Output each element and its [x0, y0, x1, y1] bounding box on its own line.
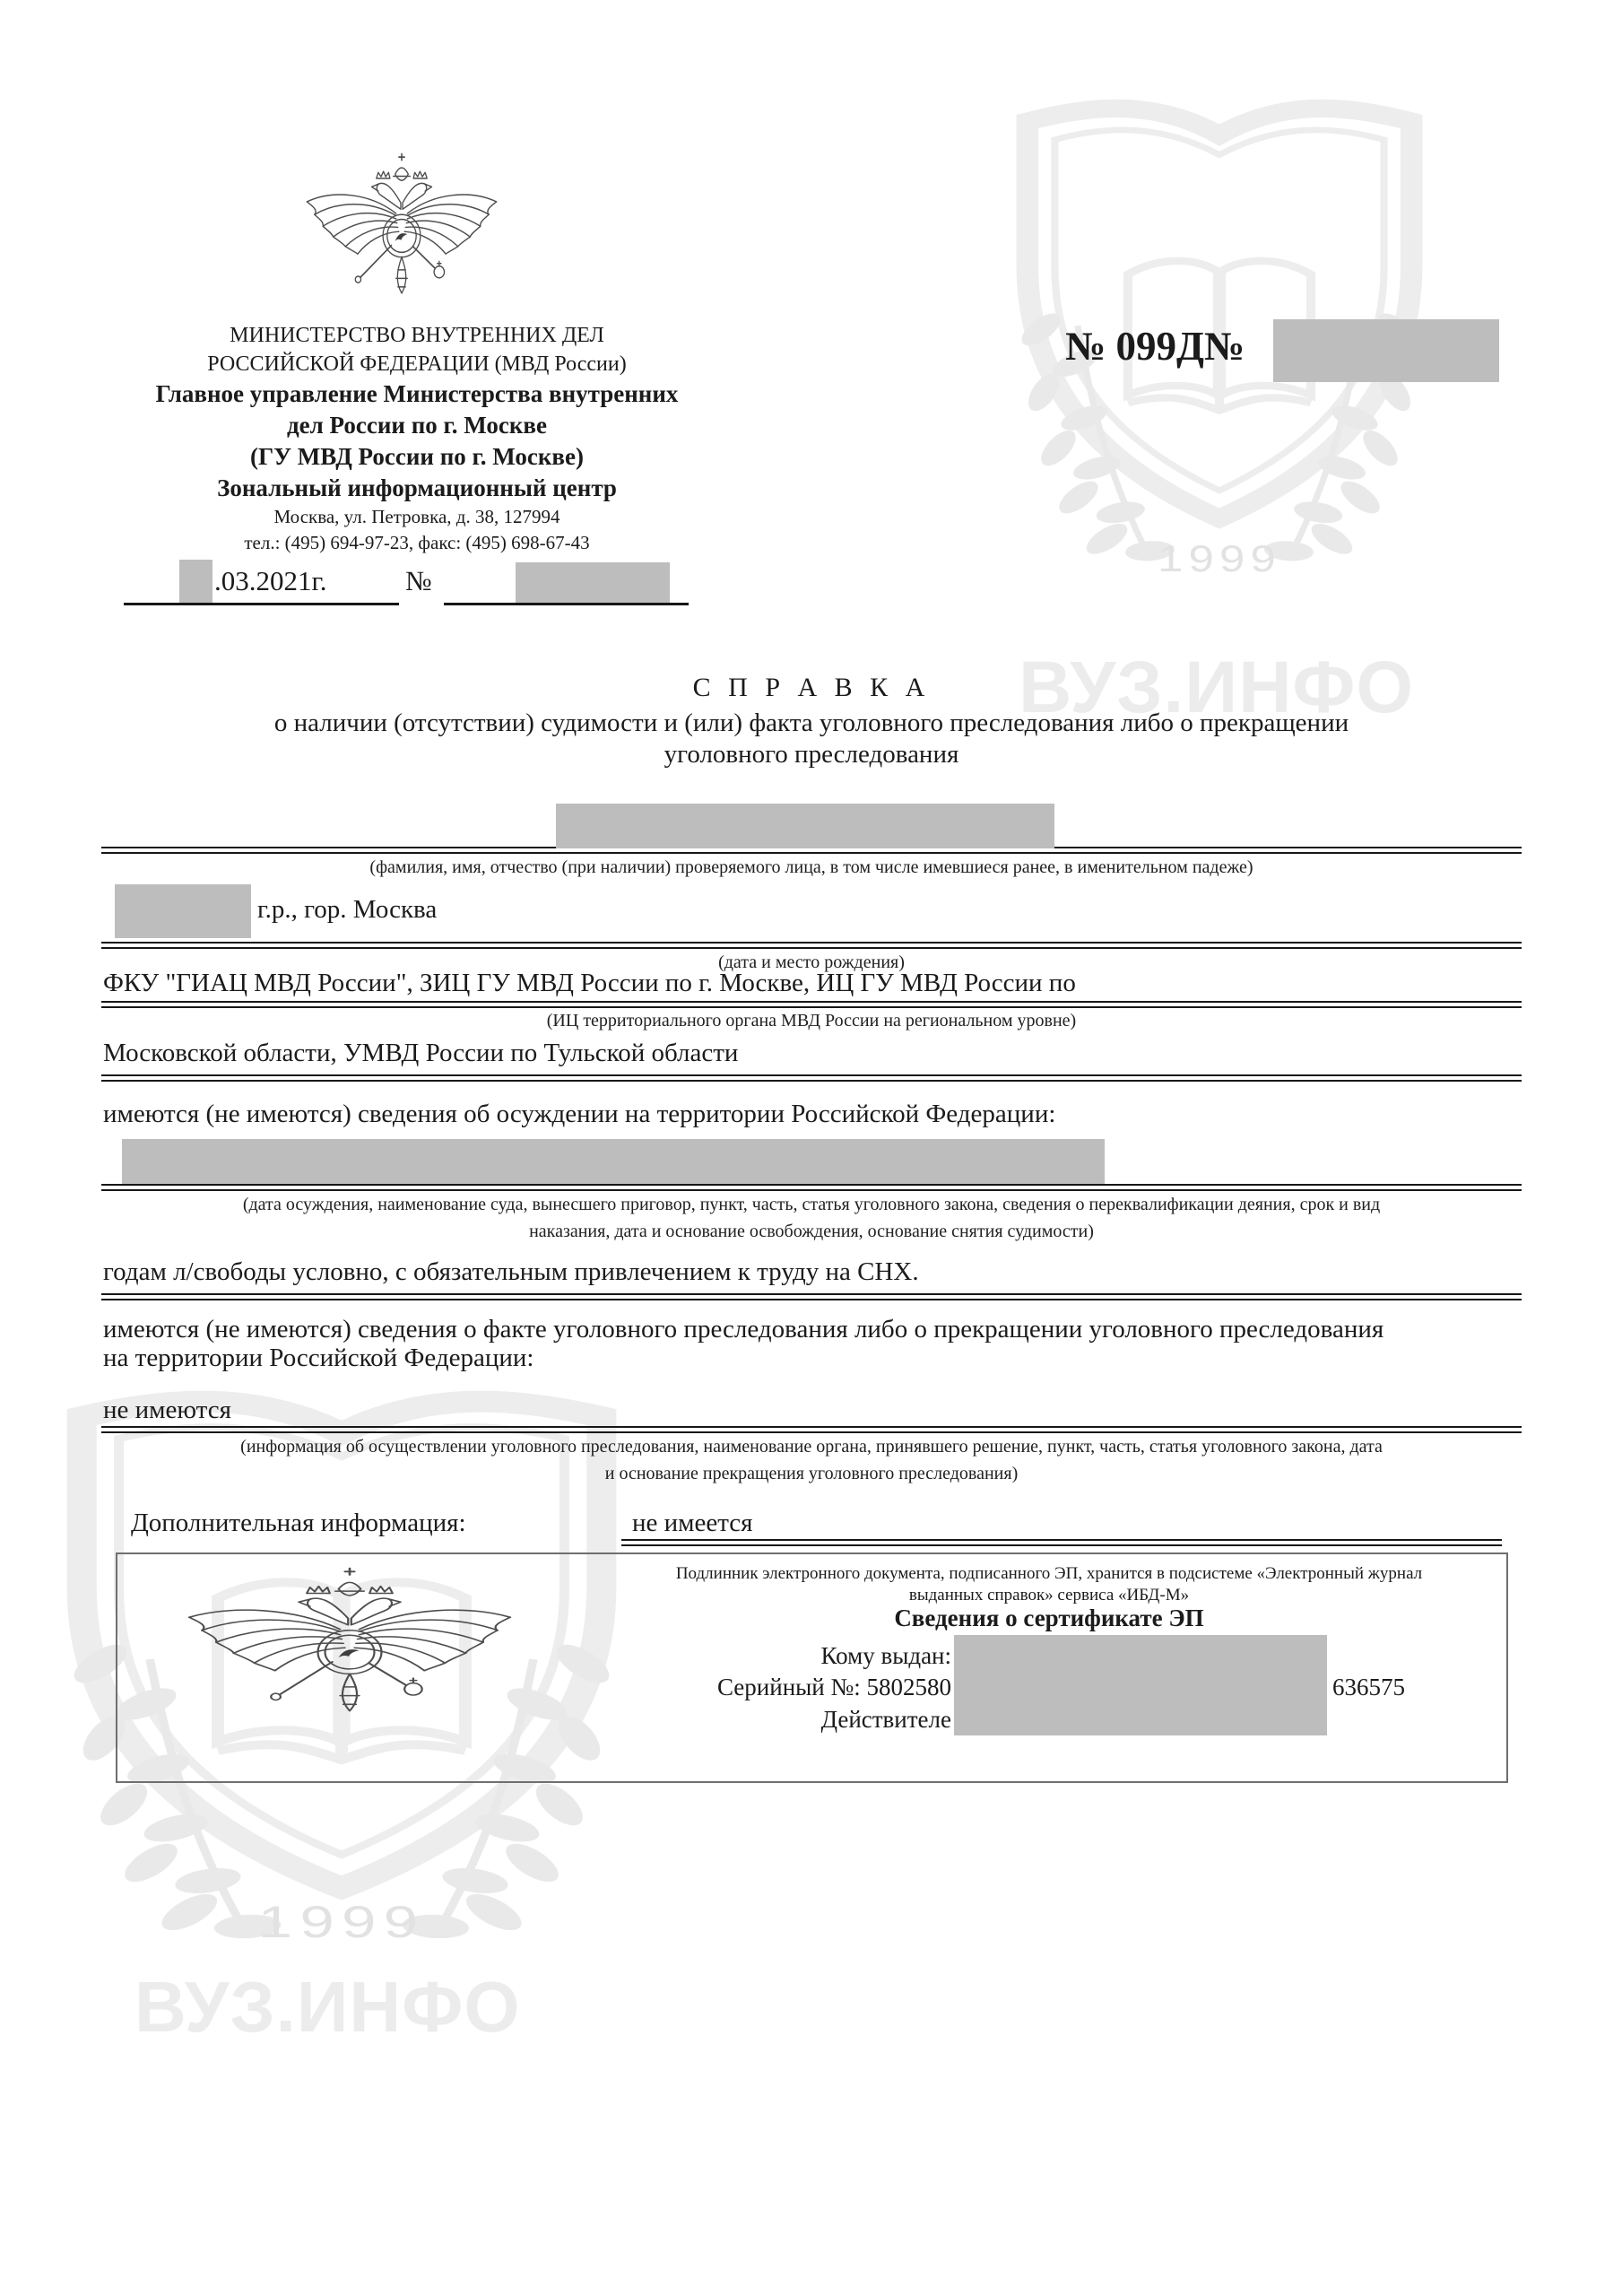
conviction-caption-line-1: (дата осуждения, наименование суда, вынесшего приговор, пункт, часть, статья уголовного закона, сведения о переквалификации деяния, срок и вид [242, 1195, 1381, 1214]
org-phone: тел.: (495) 694-97-23, факс: (495) 698-67-43 [244, 532, 590, 553]
org-name-line-4: дел России по г. Москве [287, 412, 547, 439]
org-value-line-1: ФКУ "ГИАЦ МВД России", ЗИЦ ГУ МВД России по г. Москве, ИЦ ГУ МВД России по [103, 969, 1076, 997]
prosecution-value: не имеются [103, 1396, 231, 1424]
org-name-line-1: МИНИСТЕРСТВО ВНУТРЕННИХ ДЕЛ [230, 324, 604, 347]
prosecution-caption-line-1: (информация об осуществлении уголовного преследования, наименование органа, принявшего решение, пункт, часть, статья уголовного закона, дата [240, 1437, 1383, 1457]
serial-number-label: Серийный №: 5802580 [716, 1674, 951, 1700]
esignature-storage-line-2: выданных справок» сервиса «ИБД-М» [908, 1586, 1190, 1605]
document-subtitle-line-1: о наличии (отсутствии) судимости и (или) факта уголовного преследования либо о прекращении [273, 709, 1349, 737]
watermark-year-bottom: 1999 [257, 1896, 426, 1947]
watermark-brand-top: ВУЗ.ИНФО [1019, 647, 1415, 728]
letterhead [76, 321, 758, 556]
org-name-line-5: (ГУ МВД России по г. Москве) [250, 443, 584, 470]
document-number-redaction [1273, 319, 1499, 382]
org-caption: (ИЦ территориального органа МВД России на региональном уровне) [546, 1011, 1077, 1031]
org-address: Москва, ул. Петровка, д. 38, 127994 [273, 506, 560, 527]
fio-caption: (фамилия, имя, отчество (при наличии) проверяемого лица, в том числе имевшиеся ранее, в именительном падеже) [369, 857, 1253, 877]
org-value-line-2: Московской области, УМВД России по Тульской области [103, 1039, 739, 1067]
document-number: № 099Д№ [1065, 324, 1245, 369]
mvd-eagle-emblem [299, 151, 505, 310]
org-name-line-2: РОССИЙСКОЙ ФЕДЕРАЦИИ (МВД России) [207, 352, 627, 376]
conviction-caption-line-2: наказания, дата и основание освобождения, основание снятия судимости) [529, 1222, 1094, 1241]
prosecution-label-line-1: имеются (не имеются) сведения о факте уголовного преследования либо о прекращении уголовного преследования [103, 1315, 1384, 1344]
document-date: .03.2021г. [214, 565, 327, 596]
esignature-title: Сведения о сертификате ЭП [894, 1605, 1204, 1631]
birth-date-redaction [115, 884, 251, 938]
prosecution-rule [101, 1426, 1522, 1433]
prosecution-caption-line-2: и основание прекращения уголовного преследования) [604, 1464, 1019, 1483]
birth-value: г.р., гор. Москва [257, 895, 438, 924]
certificate-redaction [954, 1635, 1327, 1735]
watermark-brand-bottom: ВУЗ.ИНФО [134, 1967, 521, 2047]
additional-info-rule [621, 1539, 1502, 1546]
mvd-eagle-emblem-certificate [175, 1565, 525, 1728]
document-subtitle-line-2: уголовного преследования [664, 740, 959, 769]
birth-caption: (дата и место рождения) [718, 952, 905, 972]
additional-info-label: Дополнительная информация: [131, 1509, 466, 1537]
fio-redaction [556, 804, 1054, 848]
conviction-tail-rule [101, 1293, 1522, 1300]
conviction-rule [101, 1184, 1522, 1191]
date-redaction [179, 560, 213, 603]
org-name-line-6: Зональный информационный центр [217, 474, 617, 501]
org-name-line-3: Главное управление Министерства внутренних [155, 380, 679, 407]
outgoing-number-redaction [516, 562, 670, 603]
prosecution-label-line-2: на территории Российской Федерации: [103, 1344, 534, 1372]
serial-number-tail: 636575 [1332, 1674, 1405, 1700]
additional-info-value: не имеется [632, 1509, 753, 1537]
date-underline [124, 603, 399, 605]
watermark-year-top: 1999 [1158, 537, 1281, 580]
conviction-value-tail: годам л/свободы условно, с обязательным привлечением к труду на СНХ. [103, 1257, 919, 1286]
birth-rule [101, 942, 1522, 949]
document-title: С П Р А В К А [692, 673, 931, 702]
number-underline [444, 603, 689, 605]
esignature-storage-line-1: Подлинник электронного документа, подписанного ЭП, хранится в подсистеме «Электронный журнал [675, 1564, 1423, 1583]
org-rule-1 [101, 1001, 1522, 1008]
validity-label: Действителе [820, 1706, 951, 1733]
number-sign: № [405, 565, 432, 596]
issued-to-label: Кому выдан: [820, 1642, 951, 1669]
org-rule-2 [101, 1074, 1522, 1082]
conviction-label: имеются (не имеются) сведения об осуждении на территории Российской Федерации: [103, 1100, 1056, 1128]
conviction-redaction [122, 1139, 1105, 1184]
